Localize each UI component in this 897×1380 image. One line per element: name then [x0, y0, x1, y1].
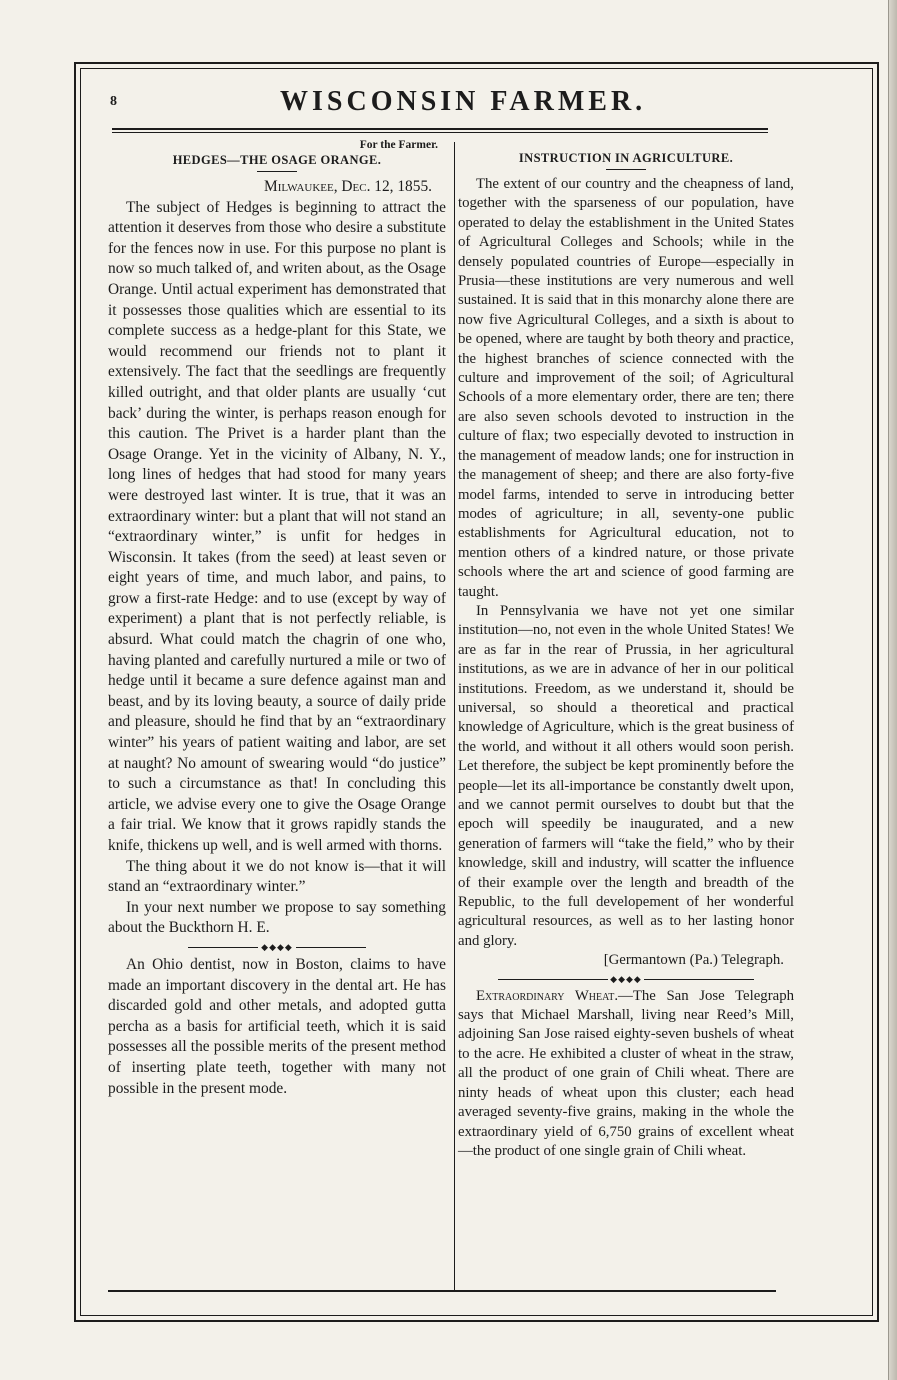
article-paragraph: The extent of our country and the cheapness of land, together with the sparseness of our population, have operated to delay the establishment in the United States of Agricultural Colleges and Schools; while in the densely populated countries of Europe—especially in Prusia—these institutions are very numerous and well sustained. It is said that in this monarchy alone there are now five Agricultural Colleges, and a sixth is about to be opened, where are taught by both theory and practice, the highest branches of science connected with the culture and improvement of the soil; of Agricultural Schools of a more elementary order, there are ten; there are also seven schools devoted to instruction in the culture of flax; two especially devoted to instruction in the management of meadow lands; one for instruction in the management of sheep; and there are also forty-five model farms, intended to serve in introducing better modes of agriculture; in all, seventy-one public establishments for Agricultural education, not to mention others of a kindred nature, or those private schools where the art and science of good farming are taught.	[458, 176, 794, 600]
masthead-title: WISCONSIN FARMER.	[280, 86, 647, 117]
footer-rule	[108, 1290, 776, 1292]
article-source: [Germantown (Pa.) Telegraph.	[603, 952, 784, 969]
section-ornament: ◆◆◆◆	[108, 941, 446, 953]
column-divider	[454, 142, 455, 1290]
article-headline: HEDGES—THE OSAGE ORANGE.	[172, 153, 382, 167]
article-paragraph: In Pennsylvania we have not yet one similar institution—no, not even in the whole United States! We are as far in the rear of Prussia, in her agricultural institutions, as we are in advance of her in our political institutions. Freedom, as we understand it, should be universal, so should a theoretical and practical knowledge of Agriculture, which is the great business of the world, and without it all others would soon perish. Let therefore, the subject be kept prominently before the people—let its all-importance be constantly dwelt upon, and we cannot permit ourselves to doubt but that the epoch will speedily be inaugurated, and a new generation of farmers will “take the field,” who by their knowledge, skill and industry, will scatter the influence of their example over the length and breadth of the Republic, to the full developement of her wonderful agricultural resources, as well as to her lasting honor and glory.	[458, 602, 794, 949]
news-item-wheat: Extraordinary Wheat.—The San Jose Telegraph says that Michael Marshall, living near Reed’s Mill, adjoining San Jose raised eighty-seven bushels of wheat to the acre. He exhibited a cluster of wheat in the straw, all the product of one grain of Chili wheat. There are ninty heads of wheat upon this cluster; each head averaged seventy-five grains, making in the whole the extraordinary yield of 6,750 grains of excellent wheat —the product of one single grain of Chili wheat.	[458, 987, 794, 1159]
news-item-lead: Extraordinary Wheat.	[476, 987, 619, 1004]
article-body-continued: The thing about it we do not know is—that it will stand an “extraordinary winter.”	[108, 857, 446, 896]
article-signature: H. E.	[237, 919, 270, 937]
article-headline: INSTRUCTION IN AGRICULTURE.	[518, 151, 734, 165]
article-credit: For the Farmer.	[359, 139, 438, 151]
article-body: The subject of Hedges is beginning to attract the attention it deserves from those who desire a substitute for the fences now in use. For this purpose no plant is now so much talked of, and writen about, as the Osage Orange. Until actual experiment has demonstrated that it possesses those qualities which are essential to its complete success as a hedge-plant for this State, we would recommend our friends not to plant it extensively. The fact that the seedlings are frequently killed outright, and that older plants are usually ‘cut back’ during the winter, is perhaps reason enough for this caution. The Privet is a harder plant than the Osage Orange. Yet in the vicinity of Albany, N. Y., long lines of hedges that had stood for many years were destroyed last winter. It is true, that it was an extraordinary winter: but a plant that will not stand an “extraordinary winter,” is unfit for hedges in Wisconsin. It takes (from the seed) at least seven or eight years of time, and much labor, and pains, to grow a first-rate Hedge: and to use (except by way of experiment) a plant that is not perfectly reliable, is absurd. What could match the chagrin of one who, having planted and carefully nurtured a mile or two of hedge until it became a sure defence against man and beast, and by its loving beauty, a source of daily pride and pleasure, should he find that by an “extraordinary winter” his years of patient waiting and labor, are set at naught? No amount of swearing would “do justice” to such a circumstance as that! In concluding this article, we advise every one to give the Osage Orange a fair trial. We know that it grows rapidly stands the knife, thickens up well, and is well armed with thorns.	[108, 198, 446, 854]
page-edge	[888, 0, 897, 1380]
article-body-closing: In your next number we propose to say something about the Buckthorn H. E.	[108, 898, 446, 937]
header-rule	[112, 128, 768, 130]
article-dateline: Milwaukee, Dec. 12, 1855.	[264, 178, 432, 195]
news-item-dentist: An Ohio dentist, now in Boston, claims to have made an important discovery in the dental art. He has discarded gold and other metals, and adopted gutta percha as a basis for artificial teeth, which it is said possesses all the possible merits of the present method of inserting plate teeth, together with many not possible in the present mode.	[108, 955, 446, 1097]
headline-rule	[606, 169, 646, 170]
right-column	[458, 138, 794, 1161]
page-number: 8	[110, 94, 117, 109]
header-rule-thin	[112, 132, 768, 133]
headline-rule	[257, 171, 297, 172]
page-header	[110, 86, 850, 126]
section-ornament: ◆◆◆◆	[458, 973, 794, 985]
left-column	[108, 138, 446, 1099]
